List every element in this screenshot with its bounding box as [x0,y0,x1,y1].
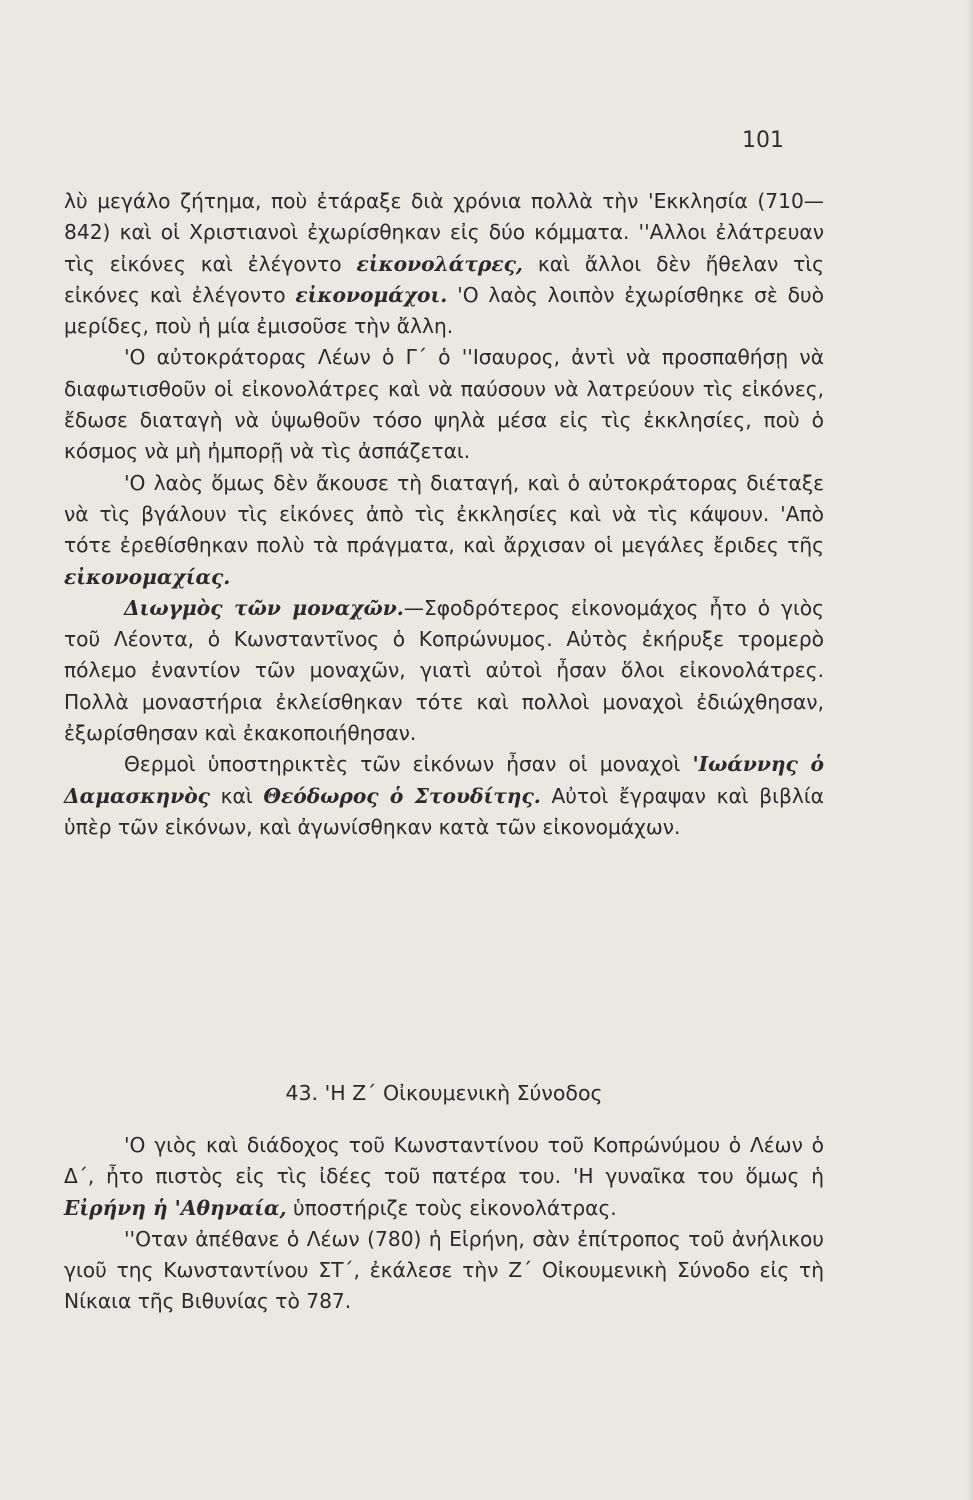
term-iconolaters: εἰκονολάτρες, [356,251,523,276]
text-run: 'Ο γιὸς καὶ διάδοχος τοῦ Κωνσταντίνου τοῦ Κοπρώνύμου ὁ Λέων ὁ Δ΄, ἦτο πιστὸς εἰς τὶς ἰδέες τοῦ πατέρα του. 'Η γυναῖκα του ὅμως ἡ [64,1133,824,1189]
text-run: ὑποστήριζε τοὺς εἰκονολάτρας. [286,1195,617,1220]
section-heading: 43. 'Η Ζ΄ Οἰκουμενικὴ Σύνοδος [285,1081,603,1105]
text-run: —Σφοδρότερος εἰκονομάχος ἦτο ὁ γιὸς τοῦ Λέοντα, ὁ Κωνσταντῖνος ὁ Κοπρώνυμος. Αὐτὸς ἐκήρυξε τρομερὸ πόλεμο ἐναντίον τῶν μοναχῶν, γιατὶ αὐτοὶ ἦσαν ὅλοι εἰκονολάτρες. Πολλὰ μοναστήρια ἐκλείσθηκαν τότε καὶ πολλοὶ μοναχοὶ ἐδιώχθησαν, ἐξωρίσθησαν καὶ ἐκακοποιήθησαν. [64,595,824,746]
text-run: καὶ [209,783,264,808]
page-edge-shadow [967,0,973,1500]
term-iconomachy: εἰκονομαχίας. [64,564,231,589]
name-john-damascene: 'Ιωάννης ὁ Δαμασκηνὸς [64,752,825,808]
name-irene-athenian: Εἰρήνη ἡ 'Αθηναία, [64,1195,287,1220]
text-run: καὶ ἄλλοι δὲν ἤθελαν τὶς εἰκόνες καὶ ἐλέγοντο [64,251,824,307]
paragraph-leo-iv [64,1130,824,1224]
main-text-section [64,186,824,843]
text-run: λὺ μεγάλο ζήτημα, ποὺ ἐτάραξε διὰ χρόνια πολλὰ τὴν 'Εκκλησία (710—842) καὶ οἱ Χριστιανοὶ ἐχωρίσθηκαν εἰς δύο κόμματα. ''Αλλοι ἐλάτρευαν τὶς εἰκόνες καὶ ἐλέγοντο [64,189,824,276]
text-run: Αὐτοὶ ἔγραψαν καὶ βιβλία ὑπὲρ τῶν εἰκόνων, καὶ ἀγωνίσθηκαν κατὰ τῶν εἰκονομάχων. [64,783,824,839]
page-number: 101 [742,128,784,153]
paragraph-supporters [64,749,824,843]
paragraph-seventh-council: ''Οταν ἀπέθανε ὁ Λέων (780) ἡ Εἰρήνη, σὰν ἐπίτροπος τοῦ ἀνήλικου γιοῦ της Κωνσταντίνου ΣΤ΄, ἐκάλεσε τὴν Ζ΄ Οἰκουμενικὴ Σύνοδο εἰς τὴ Νίκαια τῆς Βιθυνίας τὸ 787. [64,1226,824,1314]
name-theodore-studite: Θεόδωρος ὁ Στουδίτης. [263,783,541,808]
paragraph-leo-iii: 'Ο αὐτοκράτορας Λέων ὁ Γ΄ ὁ ''Ισαυρος, ἀντὶ νὰ προσπαθήσῃ νὰ διαφωτισθοῦν οἱ εἰκονολάτρες καὶ νὰ παύσουν νὰ λατρεύουν τὶς εἰκόνες, ἔδωσε διαταγὴ νὰ ὑψωθοῦν τόσο ψηλὰ μέσα εἰς τὶς ἐκκλησίες, ποὺ ὁ κόσμος νὰ μὴ ἠμπορῇ νὰ τὶς ἀσπάζεται. [64,345,824,464]
subheading-persecution: Διωγμὸς τῶν μοναχῶν. [124,595,404,620]
text-run: 'Ο λαὸς λοιπὸν ἐχωρίσθηκε σὲ δυὸ μερίδες, ποὺ ἡ μία ἐμισοῦσε τὴν ἄλλη. [64,282,824,339]
paragraph-iconoclasm-intro [64,186,824,342]
term-iconoclasts: εἰκονομάχοι. [295,282,448,307]
paragraph-people-disobey [64,468,824,593]
paragraph-persecution-monks [64,593,824,749]
text-run: 'Ο λαὸς ὅμως δὲν ἄκουσε τὴ διαταγή, καὶ ὁ αὐτοκράτορας διέταξε νὰ τὶς βγάλουν τὶς εἰκόνες ἀπὸ τὶς ἐκκλησίες καὶ νὰ τὶς κάψουν. 'Απὸ τότε ἐρεθίσθηκαν πολὺ τὰ πράγματα, καὶ ἄρχισαν οἱ μεγάλες ἔριδες τῆς [64,470,824,558]
second-text-section [64,1130,824,1318]
text-run: Θερμοὶ ὑποστηρικτὲς τῶν εἰκόνων ἦσαν οἱ μοναχοὶ [124,752,693,777]
